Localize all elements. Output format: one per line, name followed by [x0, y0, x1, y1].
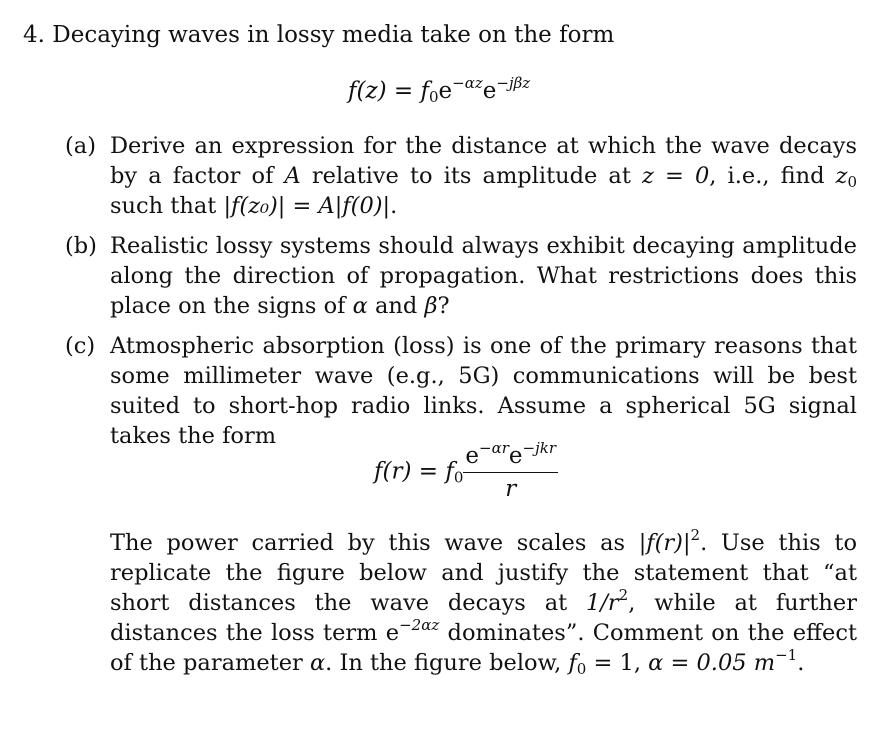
problem-number: 4. [23, 22, 45, 48]
part-b-text: Realistic lossy systems should always exhibit decaying amplitude along the direction of propagation. What restrictions does this place on the signs of α and β? [110, 233, 857, 319]
spherical-wave-equation: $f(r) = f_0$ $\frac{e^{-\alpha r}e^{-jkr}}{r}$ [374, 439, 557, 502]
part-c-paragraph: The power carried by this wave scales as $|f(r)|^2$. Use this to replicate the figure below and justify the statement that “at short distances the wave decays at $1/r^2$, while at further distances the loss term $e^{-2\alpha z}$ dominates”. Comment on the effect of the parameter α. In the figure below, $f_0 = 1$, α = 0.05 $m^{-1}$. [110, 526, 857, 678]
part-c-text: Atmospheric absorption (loss) is one of the primary reasons that some millimeter wave (e.g., 5G) communications will be best suited to short-hop radio links. Assume a spherical 5G signal takes the form [110, 333, 857, 449]
problem-heading [23, 20, 863, 50]
part-b [65, 231, 857, 321]
part-a-text: Derive an expression for the distance at which the wave decays by a factor of A relative to its amplitude at z = 0, i.e., find $z_0$ such that |f(z₀)| = A|f(0)|. [110, 133, 858, 219]
part-label: (c) [65, 333, 96, 359]
problem-intro: Decaying waves in lossy media take on the form [52, 22, 615, 48]
part-a [65, 131, 857, 221]
part-c [65, 331, 857, 451]
fraction: $\frac{e^{-\alpha r}e^{-jkr}}{r}$ [465, 439, 557, 502]
part-label: (a) [65, 133, 96, 159]
problem-statement [23, 20, 863, 50]
main-equation: $f(z) = f_0e^{-\alpha z}e^{-j\beta z}$ [348, 74, 531, 106]
part-label: (b) [65, 233, 97, 259]
